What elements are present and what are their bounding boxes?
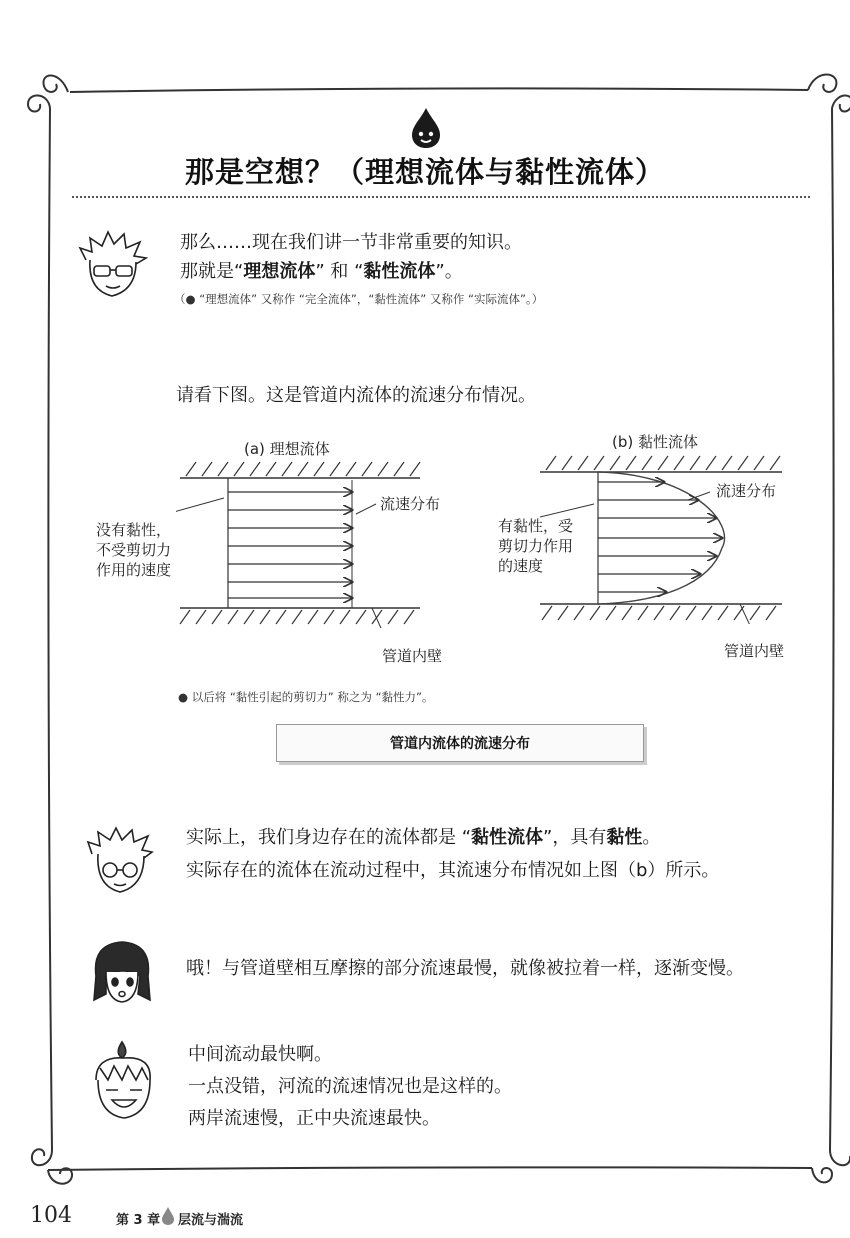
figure-intro: 请看下图。这是管道内流体的流速分布情况。 <box>176 385 536 406</box>
dialog2-line-1: 哦！与管道壁相互摩擦的部分流速最慢，就像被拉着一样，逐渐变慢。 <box>186 958 744 979</box>
dialog1-line-1: 实际上，我们身边存在的流体都是 “黏性流体”，具有黏性。 <box>186 827 661 848</box>
figure-a-title: (a) 理想流体 <box>244 440 330 458</box>
dialog3-line-2: 一点没错，河流的流速情况也是这样的。 <box>188 1076 512 1097</box>
avatar-student-icon <box>88 1040 160 1124</box>
chapter-label: 第 3 章 <box>116 1213 161 1228</box>
figure-b-title: (b) 黏性流体 <box>612 433 698 451</box>
figure-b-diagram <box>540 452 784 624</box>
intro-line-1: 那么……现在我们讲一节非常重要的知识。 <box>180 232 522 253</box>
figure-caption: 管道内流体的流速分布 <box>276 724 644 762</box>
drop-face-icon <box>408 106 444 150</box>
dialog1-line-2: 实际存在的流体在流动过程中，其流速分布情况如上图（b）所示。 <box>186 860 720 881</box>
figure-footnote: ● 以后将 “黏性引起的剪切力” 称之为 “黏性力”。 <box>178 690 434 704</box>
figure-b-wall-label: 管道内壁 <box>724 642 785 660</box>
figure-b-side-label: 有黏性，受 剪切力作用 的速度 <box>498 517 574 575</box>
figure-a-flow-label: 流速分布 <box>380 495 441 513</box>
figure-b-flow-label: 流速分布 <box>716 482 777 500</box>
avatar-professor-icon <box>78 230 148 302</box>
intro-note: （● “理想流体” 又称作 “完全流体”，“黏性流体” 又称作 “实际流体”。） <box>174 292 544 306</box>
chapter-title: 层流与湍流 <box>178 1213 244 1228</box>
intro-line-2: 那就是“理想流体” 和 “黏性流体”。 <box>180 261 463 282</box>
figure-a-wall-label: 管道内壁 <box>382 647 443 665</box>
dialog3-line-3: 两岸流速慢，正中央流速最快。 <box>188 1108 440 1129</box>
title-divider <box>72 196 810 198</box>
dialog3-line-1: 中间流动最快啊。 <box>188 1044 332 1065</box>
figure-a-diagram <box>176 458 424 628</box>
chapter-drop-icon <box>160 1206 176 1226</box>
avatar-girl-icon <box>88 936 156 1008</box>
page-number: 104 <box>30 1203 72 1228</box>
figure-a-side-label: 没有黏性， 不受剪切力 作用的速度 <box>96 521 172 579</box>
section-title: 那是空想？（理想流体与黏性流体） <box>184 155 665 189</box>
avatar-professor-2-icon <box>86 826 154 898</box>
